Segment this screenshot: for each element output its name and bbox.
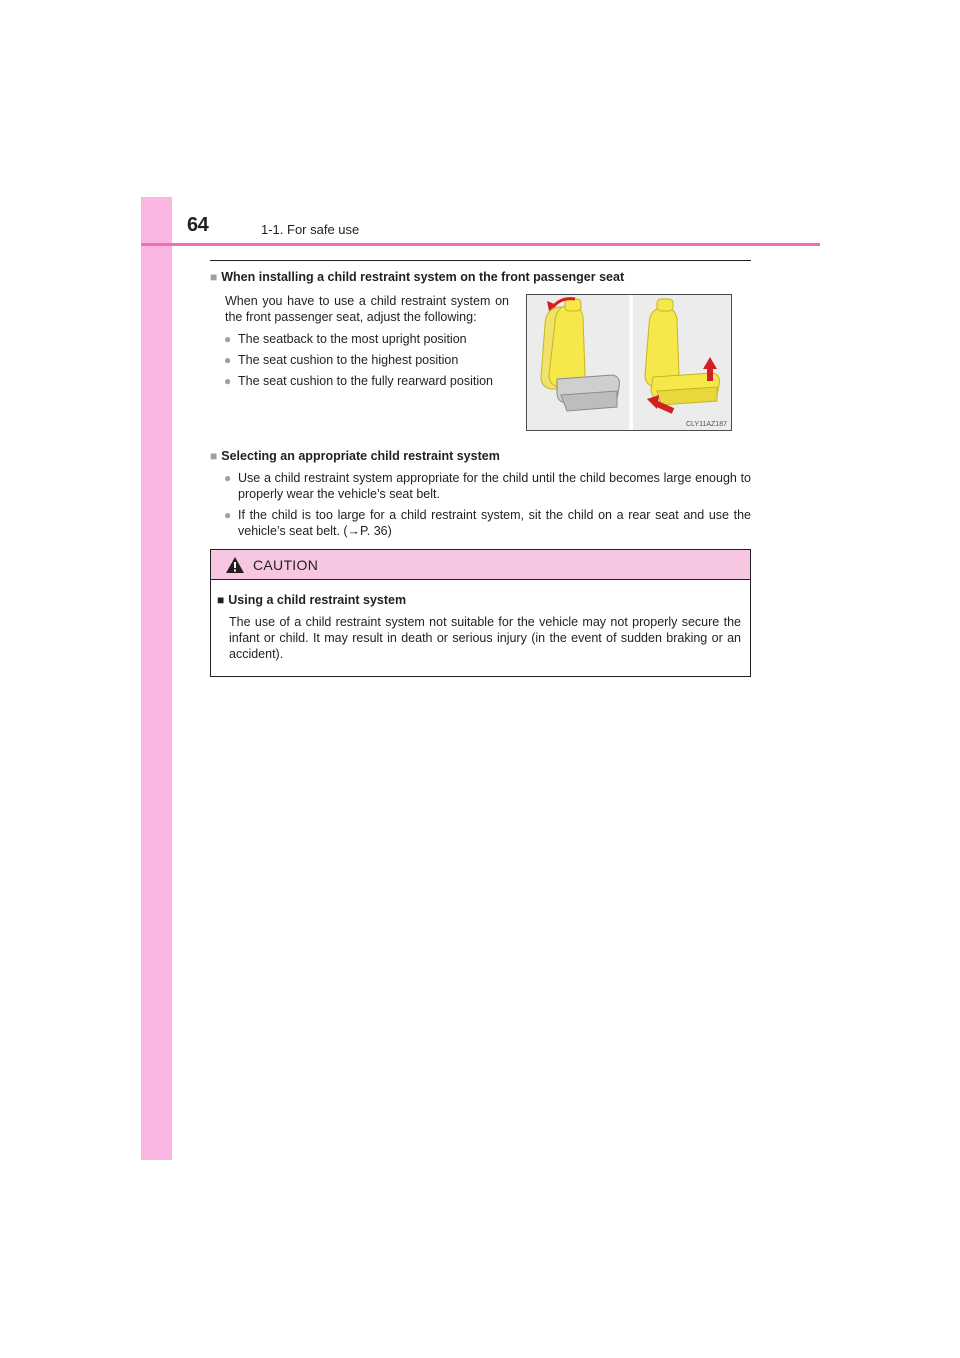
intro-paragraph: When you have to use a child restraint system on the front passenger seat, adjust the following: bbox=[225, 294, 509, 324]
caution-label: CAUTION bbox=[253, 557, 319, 573]
square-icon: ■ bbox=[217, 593, 225, 607]
square-icon: ■ bbox=[210, 449, 218, 463]
side-tab-bar bbox=[141, 197, 172, 1160]
list-item: ● The seatback to the most upright position bbox=[224, 332, 467, 346]
caution-box bbox=[210, 549, 751, 677]
circle-bullet-icon: ● bbox=[224, 332, 232, 346]
square-icon: ■ bbox=[210, 270, 218, 284]
circle-bullet-icon: ● bbox=[224, 353, 232, 367]
heading-front-passenger-seat: ■ When installing a child restraint system on the front passenger seat bbox=[210, 270, 625, 284]
seat-adjustment-illustration bbox=[526, 294, 732, 431]
warning-triangle-icon bbox=[225, 556, 245, 574]
circle-bullet-icon: ● bbox=[224, 471, 232, 485]
section-divider bbox=[210, 260, 751, 261]
header-rule bbox=[141, 243, 820, 246]
figure-code: CLY11AZ187 bbox=[686, 421, 727, 428]
list-item: ● If the child is too large for a child restraint system, sit the child on a rear seat and use the vehicle’s seat belt. (→P. 36) bbox=[224, 508, 751, 538]
seat-illustration-svg bbox=[527, 295, 731, 430]
section-title: 1-1. For safe use bbox=[261, 222, 360, 237]
list-item: ● Use a child restraint system appropriate for the child until the child becomes large enough to properly wear the vehicle’s seat belt. bbox=[224, 471, 751, 501]
list-item: ● The seat cushion to the highest position bbox=[224, 353, 459, 367]
circle-bullet-icon: ● bbox=[224, 508, 232, 522]
caution-subheading: ■ Using a child restraint system bbox=[217, 593, 407, 607]
circle-bullet-icon: ● bbox=[224, 374, 232, 388]
caution-text: The use of a child restraint system not suitable for the vehicle may not properly secure the infant or child. It may result in death or serious injury (in the event of sudden braking or an accident). bbox=[229, 615, 741, 661]
list-item: ● The seat cushion to the fully rearward position bbox=[224, 374, 493, 388]
page-number: 64 bbox=[187, 214, 209, 236]
heading-selecting-child-restraint: ■ Selecting an appropriate child restraint system bbox=[210, 449, 500, 463]
caution-header bbox=[211, 550, 750, 580]
